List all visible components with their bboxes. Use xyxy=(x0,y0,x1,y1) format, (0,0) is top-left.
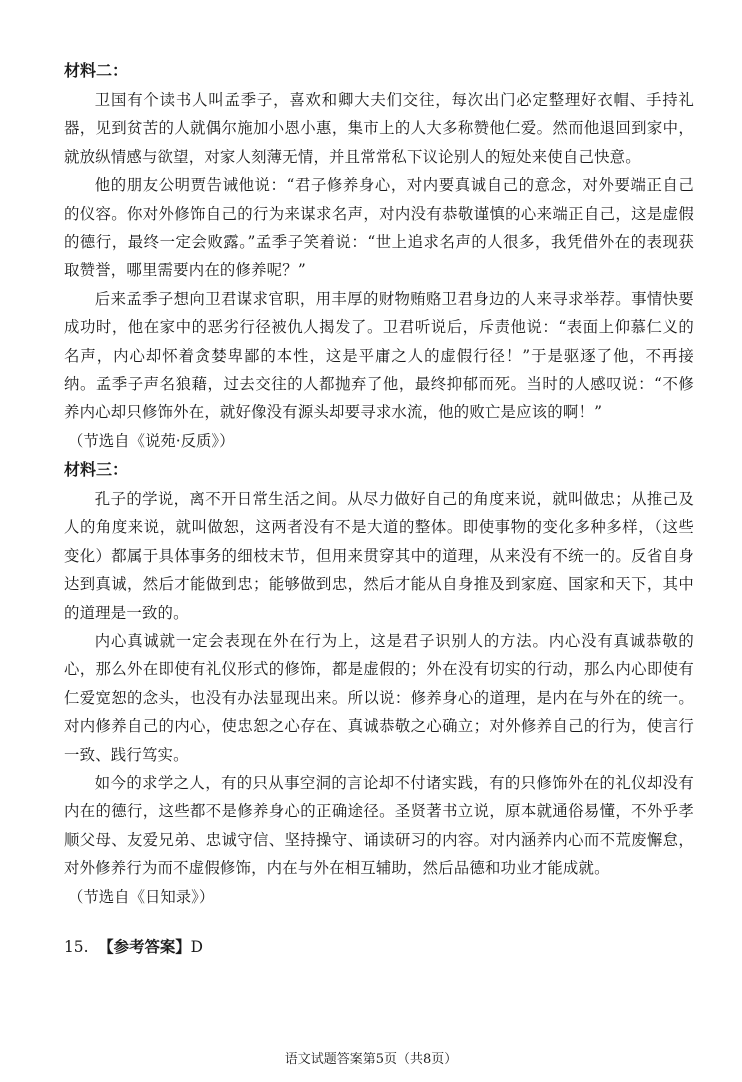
material-2-heading: 材料二： xyxy=(64,61,129,80)
material-3-heading: 材料三： xyxy=(64,459,129,479)
material-3-source: （节选自《日知录》） xyxy=(68,887,215,906)
material-3-section xyxy=(64,455,694,911)
answer-label: 【参考答案】 xyxy=(98,937,191,956)
page-footer: 语文试题答案第5页（共8页） xyxy=(284,1052,458,1067)
answer-number: 15. xyxy=(64,937,89,956)
material-2-section xyxy=(64,56,694,455)
answer-value: D xyxy=(190,937,203,956)
material-3-paragraph-2: 内心真诚就一定会表现在外在行为上，这是君子识别人的方法。内心没有真诚恭敬的心，那么外在即使有礼仪形式的修饰，都是虚假的；外在没有切实的行动，那么内心即使有仁爱宽恕的念头，也没有办法显现出来。所以说：修养身心的道理，是内在与外在的统一。对内修养自己的内心，使忠恕之心存在、真诚恭敬之心确立；对外修养自己的行为，使言行一致、践行笃实。 xyxy=(64,631,694,764)
material-2-source: （节选自《说苑·反质》） xyxy=(68,431,235,450)
material-2-paragraph-1: 卫国有个读书人叫孟季子，喜欢和卿大夫们交往，每次出门必定整理好衣帽、手持礼器，见到贫苦的人就偶尔施加小恩小惠，集市上的人大多称赞他仁爱。然而他退回到家中，就放纵情感与欲望，对家人刻薄无情，并且常常私下议论别人的短处来使自己快意。 xyxy=(64,91,694,166)
document-body xyxy=(64,56,694,961)
material-3-paragraph-1: 孔子的学说，离不开日常生活之间。从尽力做好自己的角度来说，就叫做忠；从推己及人的角度来说，就叫做恕，这两者没有不是大道的整体。即使事物的变化多种多样，（这些变化）都属于具体事务的细枝末节，但用来贯穿其中的道理，从来没有不统一的。反省自身达到真诚，然后才能做到忠；能够做到忠，然后才能从自身推及到家庭、国家和天下，其中的道理是一致的。 xyxy=(64,489,694,622)
material-3-paragraph-3: 如今的求学之人，有的只从事空洞的言论却不付诸实践，有的只修饰外在的礼仪却没有内在的德行，这些都不是修养身心的正确途径。圣贤著书立说，原本就通俗易懂，不外乎孝顺父母、友爱兄弟、忠诚守信、坚持操守、诵读研习的内容。对内涵养内心而不荒废懈怠，对外修养行为而不虚假修饰，内在与外在相互辅助，然后品德和功业才能成就。 xyxy=(64,773,694,878)
material-2-paragraph-3: 后来孟季子想向卫君谋求官职，用丰厚的财物贿赂卫君身边的人来寻求举荐。事情快要成功时，他在家中的恶劣行径被仇人揭发了。卫君听说后，斥责他说：“表面上仰慕仁义的名声，内心却怀着贪婪卑鄙的本性，这是平庸之人的虚假行径！”于是驱逐了他，不再接纳。孟季子声名狼藉，过去交往的人都抛弃了他，最终抑郁而死。当时的人感叹说：“不修养内心却只修饰外在，就好像没有源头却要寻求水流，他的败亡是应该的啊！” xyxy=(64,289,694,422)
material-2-paragraph-2: 他的朋友公明贾告诫他说：“君子修养身心，对内要真诚自己的意念，对外要端正自己的仪容。你对外修饰自己的行为来谋求名声，对内没有恭敬谨慎的心来端正自己，这是虚假的德行，最终一定会败露。”孟季子笑着说：“世上追求名声的人很多，我凭借外在的表现获取赞誉，哪里需要内在的修养呢？” xyxy=(64,176,694,280)
answer-line xyxy=(64,933,694,961)
